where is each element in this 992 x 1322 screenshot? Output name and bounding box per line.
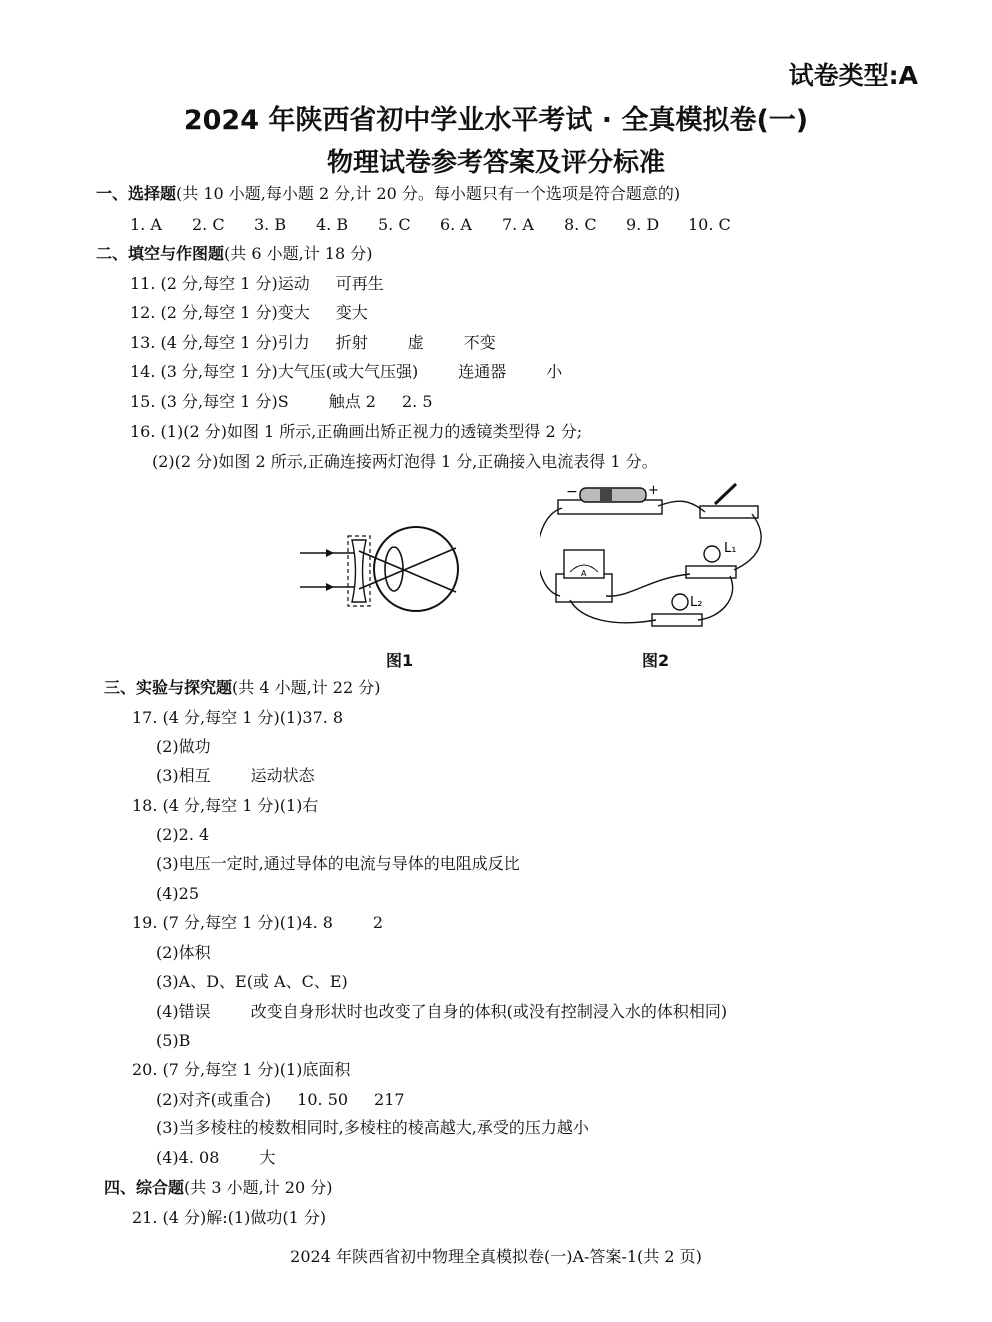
q14-lead: 14. (3 分,每空 1 分)大气压(或大气压强) bbox=[130, 362, 419, 381]
q20-4-answer-2: 大 bbox=[259, 1148, 276, 1167]
section2-heading-rest: (共 6 小题,计 18 分) bbox=[224, 244, 373, 263]
q15-answer-2: 触点 2 bbox=[328, 392, 376, 411]
section3-heading-rest: (共 4 小题,计 22 分) bbox=[232, 678, 381, 697]
q20-2-answer-3: 217 bbox=[374, 1090, 405, 1109]
figure1-caption: 图1 bbox=[386, 651, 414, 670]
section4-heading-rest: (共 3 小题,计 20 分) bbox=[184, 1178, 333, 1197]
q17-3-answer-1: (3)相互 bbox=[156, 766, 211, 785]
answer-q17-3 bbox=[156, 766, 315, 786]
wire bbox=[734, 514, 761, 570]
lamp-l2-label: L₂ bbox=[690, 595, 703, 610]
answer-q18-2: (2)2. 4 bbox=[156, 825, 210, 844]
answer-q20-4 bbox=[156, 1148, 275, 1168]
answer-q15 bbox=[130, 392, 433, 412]
answer-q18-1: 18. (4 分,每空 1 分)(1)右 bbox=[132, 796, 319, 815]
q14-answer-2: 连通器 bbox=[458, 362, 507, 381]
mc-answer: 4. B bbox=[316, 215, 349, 234]
answer-q19-1 bbox=[132, 913, 383, 933]
wire bbox=[606, 574, 690, 596]
page-subtitle: 物理试卷参考答案及评分标准 bbox=[326, 148, 665, 178]
answer-q13 bbox=[130, 333, 496, 353]
mc-answer: 5. C bbox=[378, 215, 411, 234]
lamp-l1-base bbox=[686, 566, 736, 578]
answer-q16-2: (2)(2 分)如图 2 所示,正确连接两灯泡得 1 分,正确接入电流表得 1 分。 bbox=[152, 452, 658, 471]
section1-heading-rest: (共 10 小题,每小题 2 分,计 20 分。每小题只有一个选项是符合题意的) bbox=[176, 184, 681, 203]
q13-answer-4: 不变 bbox=[463, 333, 496, 352]
answer-q19-2: (2)体积 bbox=[156, 943, 211, 962]
mc-answer-row bbox=[130, 215, 750, 235]
mc-answer: 6. A bbox=[440, 215, 472, 234]
q20-2-answer-1: (2)对齐(或重合) bbox=[156, 1090, 272, 1109]
page-title: 2024 年陕西省初中学业水平考试 · 全真模拟卷(一) bbox=[183, 105, 809, 136]
wire bbox=[658, 501, 705, 512]
wire bbox=[570, 600, 656, 623]
bulb-icon bbox=[704, 546, 720, 562]
answer-q20-2 bbox=[156, 1090, 405, 1110]
arrow-icon bbox=[326, 583, 334, 591]
q11-lead: 11. (2 分,每空 1 分)运动 bbox=[130, 274, 310, 293]
answer-q14 bbox=[130, 362, 562, 382]
page-footer: 2024 年陕西省初中物理全真模拟卷(一)A-答案-1(共 2 页) bbox=[290, 1247, 702, 1266]
section1-heading-bold: 一、选择题 bbox=[96, 184, 177, 203]
mc-answer: 7. A bbox=[502, 215, 534, 234]
mc-answer: 2. C bbox=[192, 215, 225, 234]
mc-answer: 3. B bbox=[254, 215, 287, 234]
mc-answer: 9. D bbox=[626, 215, 660, 234]
answer-q17-1: 17. (4 分,每空 1 分)(1)37. 8 bbox=[132, 708, 344, 727]
section4-heading bbox=[104, 1178, 332, 1198]
switch-icon bbox=[715, 484, 736, 504]
battery-minus-label: − bbox=[566, 484, 578, 500]
ammeter-label: A bbox=[581, 569, 587, 578]
answer-q12 bbox=[130, 303, 368, 323]
concave-lens bbox=[352, 540, 366, 602]
section3-heading bbox=[104, 678, 380, 698]
q19-4-answer-2: 改变自身形状时也改变了自身的体积(或没有控制浸入水的体积相同) bbox=[250, 1002, 728, 1021]
answer-q16-1: 16. (1)(2 分)如图 1 所示,正确画出矫正视力的透镜类型得 2 分; bbox=[130, 422, 583, 441]
concave-lens-box bbox=[348, 536, 370, 606]
q19-1-answer-1: 19. (7 分,每空 1 分)(1)4. 8 bbox=[132, 913, 333, 932]
battery-band bbox=[600, 488, 612, 502]
lamp-l2-base bbox=[652, 614, 702, 626]
arrow-icon bbox=[326, 549, 334, 557]
q20-2-answer-2: 10. 50 bbox=[297, 1090, 349, 1109]
answer-q17-2: (2)做功 bbox=[156, 737, 211, 756]
q14-answer-3: 小 bbox=[546, 362, 563, 381]
wire bbox=[698, 576, 733, 620]
bulb-icon bbox=[672, 594, 688, 610]
section2-heading-bold: 二、填空与作图题 bbox=[96, 244, 225, 263]
figure2-circuit-diagram bbox=[540, 478, 770, 638]
section1-heading bbox=[96, 184, 680, 204]
figure2-caption: 图2 bbox=[642, 651, 670, 670]
q13-answer-2: 折射 bbox=[335, 333, 368, 352]
mc-answer: 8. C bbox=[564, 215, 597, 234]
q15-lead: 15. (3 分,每空 1 分)S bbox=[130, 392, 289, 411]
answer-q19-4 bbox=[156, 1002, 727, 1022]
paper-type-label: 试卷类型:A bbox=[788, 61, 918, 90]
answer-q18-4: (4)25 bbox=[156, 884, 200, 903]
q19-4-answer-1: (4)错误 bbox=[156, 1002, 211, 1021]
answer-q18-3: (3)电压一定时,通过导体的电流与导体的电阻成反比 bbox=[156, 854, 520, 873]
answer-q19-3: (3)A、D、E(或 A、C、E) bbox=[156, 972, 348, 991]
section4-heading-bold: 四、综合题 bbox=[104, 1178, 185, 1197]
q20-4-answer-1: (4)4. 08 bbox=[156, 1148, 220, 1167]
answer-q21: 21. (4 分)解:(1)做功(1 分) bbox=[132, 1208, 327, 1227]
q17-3-answer-2: 运动状态 bbox=[250, 766, 315, 785]
answer-q20-3: (3)当多棱柱的棱数相同时,多棱柱的棱高越大,承受的压力越小 bbox=[156, 1118, 589, 1137]
q13-answer-3: 虚 bbox=[407, 333, 424, 352]
answer-q11 bbox=[130, 274, 384, 294]
battery-plus-label: + bbox=[648, 483, 659, 498]
lamp-l1-label: L₁ bbox=[724, 541, 737, 556]
mc-answer: 1. A bbox=[130, 215, 162, 234]
section2-heading bbox=[96, 244, 372, 264]
battery-icon bbox=[580, 488, 646, 502]
figure1-eye-lens-diagram bbox=[296, 520, 466, 620]
q19-1-answer-2: 2 bbox=[372, 913, 384, 932]
q12-lead: 12. (2 分,每空 1 分)变大 bbox=[130, 303, 310, 322]
switch-base bbox=[700, 506, 758, 518]
answer-q19-5: (5)B bbox=[156, 1031, 191, 1050]
section3-heading-bold: 三、实验与探究题 bbox=[104, 678, 233, 697]
eyeball bbox=[374, 527, 458, 611]
q13-lead: 13. (4 分,每空 1 分)引力 bbox=[130, 333, 310, 352]
answer-q20-1: 20. (7 分,每空 1 分)(1)底面积 bbox=[132, 1060, 351, 1079]
q15-answer-3: 2. 5 bbox=[401, 392, 433, 411]
q12-answer-2: 变大 bbox=[335, 303, 368, 322]
q11-answer-2: 可再生 bbox=[335, 274, 384, 293]
mc-answer: 10. C bbox=[688, 215, 731, 234]
